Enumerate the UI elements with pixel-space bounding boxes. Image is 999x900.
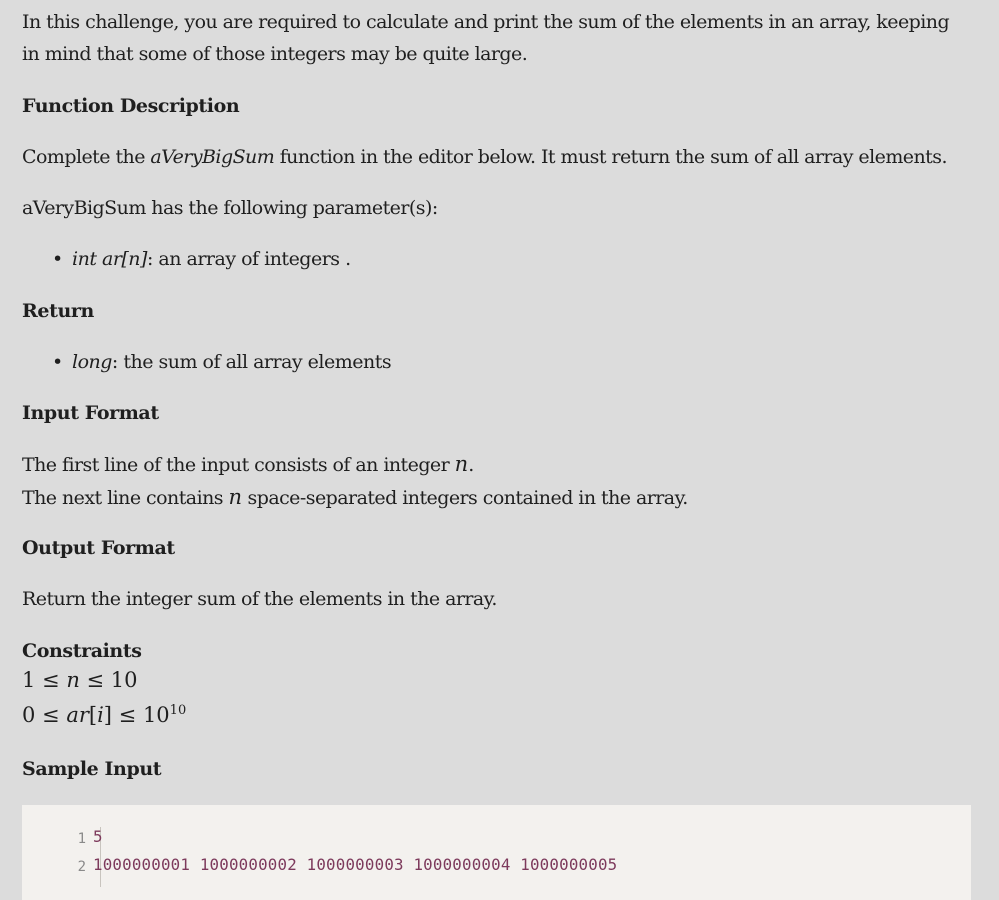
constraint-n-var: n [66, 668, 80, 692]
output-format-text: Return the integer sum of the elements in the array. [22, 588, 497, 610]
constraint-ar-var: ar [66, 703, 89, 727]
constraint-ar [22, 703, 186, 727]
constraint-n-left: 1 ≤ [22, 668, 67, 692]
return-heading: Return [22, 300, 94, 322]
param-type: int ar[n] [72, 248, 147, 270]
input-line-2-var: n [228, 485, 243, 509]
input-line-1-post: . [468, 454, 474, 476]
intro-text [22, 6, 949, 70]
function-name: aVeryBigSum [150, 146, 275, 168]
function-description-heading: Function Description [22, 95, 240, 117]
code-line: 1000000001 1000000002 1000000003 1000000004 1000000005 [93, 855, 618, 874]
input-format-text [22, 448, 688, 514]
fd-text-post: function in the editor below. It must return the sum of all array elements. [274, 146, 947, 168]
code-line: 5 [93, 827, 103, 846]
constraint-ar-exponent: 10 [169, 703, 187, 718]
input-line-1-var: n [454, 452, 469, 476]
bullet-icon: • [52, 248, 63, 270]
fd-text-pre: Complete the [22, 146, 151, 168]
return-list-item [52, 349, 391, 375]
constraint-n-right: ≤ 10 [79, 668, 138, 692]
constraint-ar-bracket-close: ] [103, 703, 112, 727]
constraint-ar-bracket-open: [ [88, 703, 98, 727]
bullet-icon: • [52, 351, 63, 373]
return-desc: : the sum of all array elements [111, 351, 392, 373]
intro-line-2: in mind that some of those integers may be quite large. [22, 43, 528, 65]
line-number-gutter [22, 827, 101, 887]
constraint-ar-index: i [97, 703, 104, 727]
input-format-heading: Input Format [22, 402, 159, 424]
parameters-intro: aVeryBigSum has the following parameter(s): [22, 197, 438, 219]
input-line-2-post: space-separated integers contained in the array. [242, 487, 688, 509]
line-number: 1 [77, 831, 86, 847]
param-desc: : an array of integers . [146, 248, 351, 270]
constraints-heading: Constraints [22, 640, 142, 662]
output-format-heading: Output Format [22, 537, 175, 559]
return-type: long [72, 351, 112, 373]
input-line-2-pre: The next line contains [22, 487, 229, 509]
parameter-list-item [52, 246, 351, 272]
constraint-n [22, 668, 138, 692]
constraint-ar-right: ≤ 10 [112, 703, 170, 727]
line-number: 2 [77, 859, 86, 875]
input-line-1-pre: The first line of the input consists of an integer [22, 454, 455, 476]
intro-line-1: In this challenge, you are required to calculate and print the sum of the elements in an array, keeping [22, 11, 950, 33]
constraint-ar-left: 0 ≤ [22, 703, 67, 727]
sample-input-heading: Sample Input [22, 758, 162, 780]
function-description-text [22, 141, 947, 173]
